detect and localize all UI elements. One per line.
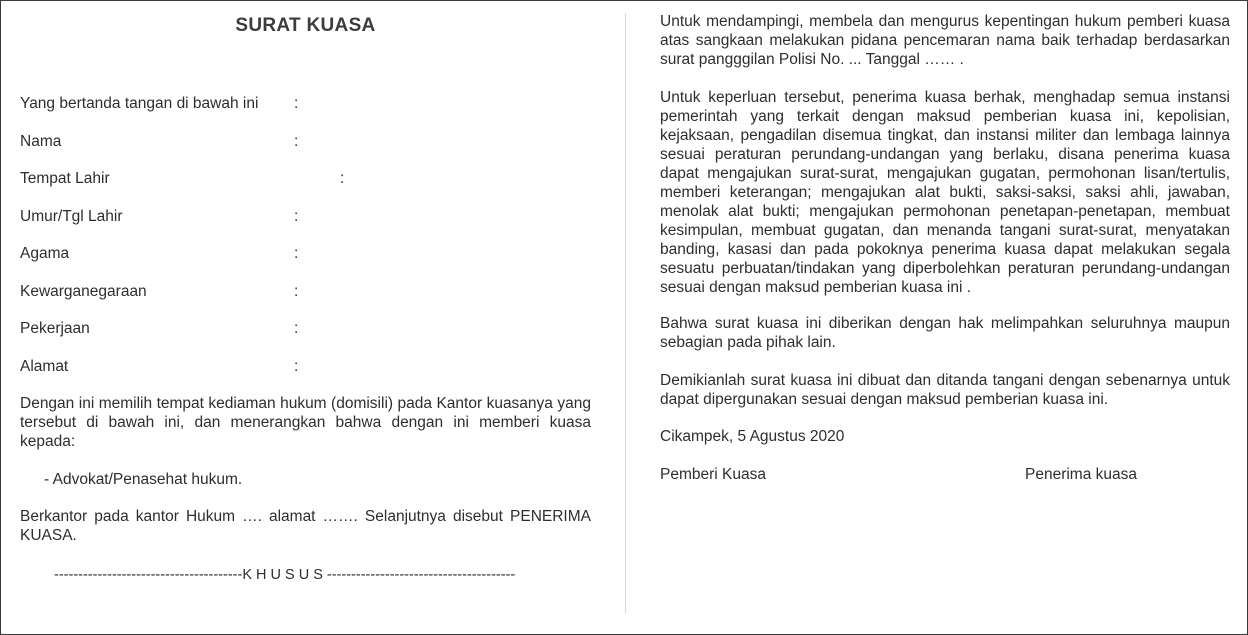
field-colon: : (294, 95, 299, 112)
field-colon: : (340, 170, 345, 187)
field-label-kewarganegaraan: Kewarganegaraan (20, 283, 147, 300)
field-label-umur: Umur/Tgl Lahir (20, 208, 123, 225)
closing-paragraph: Demikianlah surat kuasa ini dibuat dan ditanda tangani dengan sebenarnya untuk dapat dipergunakan sesuai dengan maksud pemberian kuasa ini. (660, 372, 1230, 408)
domicile-paragraph: Dengan ini memilih tempat kediaman hukum (domisili) pada Kantor kuasanya yang tersebut di bawah ini, dan menerangkan bahwa dengan ini memberi kuasa kepada: (20, 395, 591, 450)
field-colon: : (294, 358, 299, 375)
giver-signature-label: Pemberi Kuasa (660, 466, 766, 483)
field-colon: : (294, 320, 299, 337)
khusus-separator: ---------------------------------------K H U S U S --------------------------------------- (54, 567, 516, 583)
field-label-alamat: Alamat (20, 358, 69, 375)
field-colon: : (294, 245, 299, 262)
purpose-paragraph: Untuk mendampingi, membela dan mengurus kepentingan hukum pemberi kuasa atas sangkaan melakukan pidana pencemaran nama baik terhadap berdasarkan surat pangggilan Polisi No. ... Tanggal …… . (660, 13, 1230, 68)
delegation-paragraph: Bahwa surat kuasa ini diberikan dengan hak melimpahkan seluruhnya maupun sebagian pada pihak lain. (660, 315, 1230, 351)
receiver-signature-label: Penerima kuasa (1025, 466, 1138, 483)
advocate-line: - Advokat/Penasehat hukum. (44, 471, 243, 488)
field-label-agama: Agama (20, 245, 70, 262)
office-paragraph: Berkantor pada kantor Hukum …. alamat ……. Selanjutnya disebut PENERIMA KUASA. (20, 508, 591, 544)
column-divider (625, 13, 626, 613)
document-title: SURAT KUASA (235, 15, 376, 36)
authority-paragraph: Untuk keperluan tersebut, penerima kuasa berhak, menghadap semua instansi pemerintah yang terkait dengan maksud pemberian kuasa ini, kepolisian, kejaksaan, pengadilan disemua tingkat, dan instansi militer dan lembaga lainnya sesuai peraturan perundang-undangan yang berlaku, disana penerima kuasa dapat mengajukan surat-surat, mengajukan gugatan, permohonan lisan/tertulis, memberi keterangan; mengajukan alat bukti, saksi-saksi, saksi ahli, jawaban, menolak alat bukti; mengajukan permohonan penetapan-penetapan, membuat kesimpulan, membuat gugatan, dan menanda tangani surat-surat, menyatakan banding, kasasi dan pada pokoknya penerima kuasa dapat melakukan segala sesuatu perbuatan/tindakan yang diperbolehkan peraturan perundang-undangan sesuai dengan maksud pemberian kuasa ini . (660, 89, 1230, 296)
place-date: Cikampek, 5 Agustus 2020 (660, 428, 845, 445)
field-label-pekerjaan: Pekerjaan (20, 320, 90, 337)
field-label-nama: Nama (20, 133, 62, 150)
field-label-tempat-lahir: Tempat Lahir (20, 170, 110, 187)
field-colon: : (294, 283, 299, 300)
field-colon: : (294, 208, 299, 225)
field-label-signatory: Yang bertanda tangan di bawah ini (20, 95, 259, 112)
field-colon: : (294, 133, 299, 150)
